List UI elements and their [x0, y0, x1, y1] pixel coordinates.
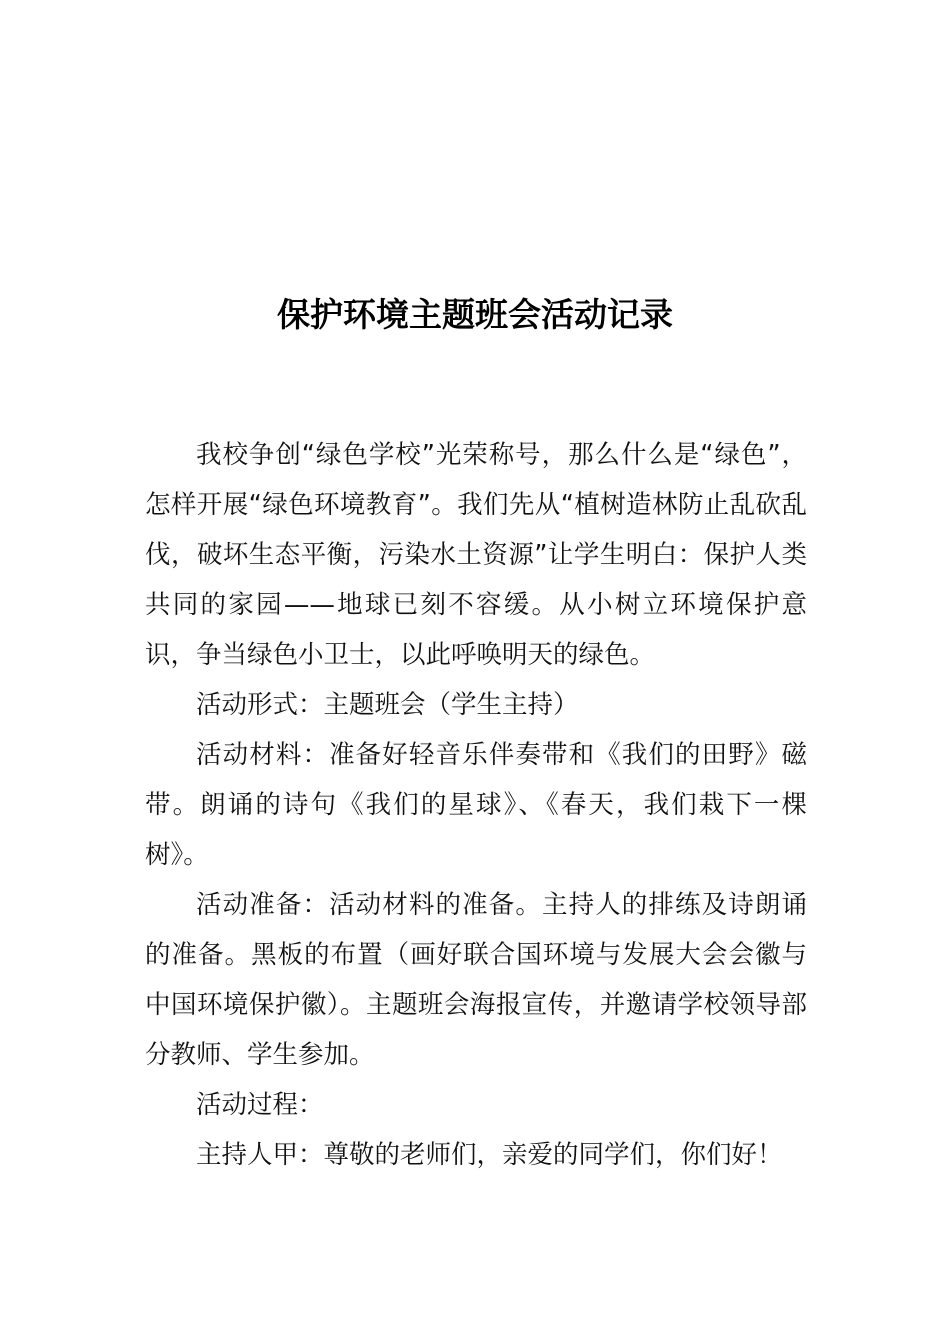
paragraph-activity-preparation: 活动准备：活动材料的准备。主持人的排练及诗朗诵的准备。黑板的布置（画好联合国环境与发展大会会徽与中国环境保护徽）。主题班会海报宣传，并邀请学校领导部分教师、学生参加。 — [145, 890, 807, 1070]
paragraph-activity-materials: 活动材料：准备好轻音乐伴奏带和《我们的田野》磁带。朗诵的诗句《我们的星球》、《春天，我们栽下一棵树》。 — [145, 740, 807, 870]
paragraph-intro: 我校争创“绿色学校”光荣称号，那么什么是“绿色”，怎样开展“绿色环境教育”。我们先从“植树造林防止乱砍乱伐，破坏生态平衡，污染水土资源”让学生明白：保护人类共同的家园——地球已刻不容缓。从小树立环境保护意识，争当绿色小卫士，以此呼唤明天的绿色。 — [145, 440, 807, 670]
document-body — [145, 430, 807, 1180]
paragraph-activity-process: 活动过程： — [196, 1090, 324, 1120]
paragraph-host-a: 主持人甲：尊敬的老师们，亲爱的同学们，你们好！ — [196, 1140, 783, 1170]
document-title: 保护环境主题班会活动记录 — [277, 295, 673, 334]
paragraph-activity-form: 活动形式：主题班会（学生主持） — [196, 690, 579, 720]
